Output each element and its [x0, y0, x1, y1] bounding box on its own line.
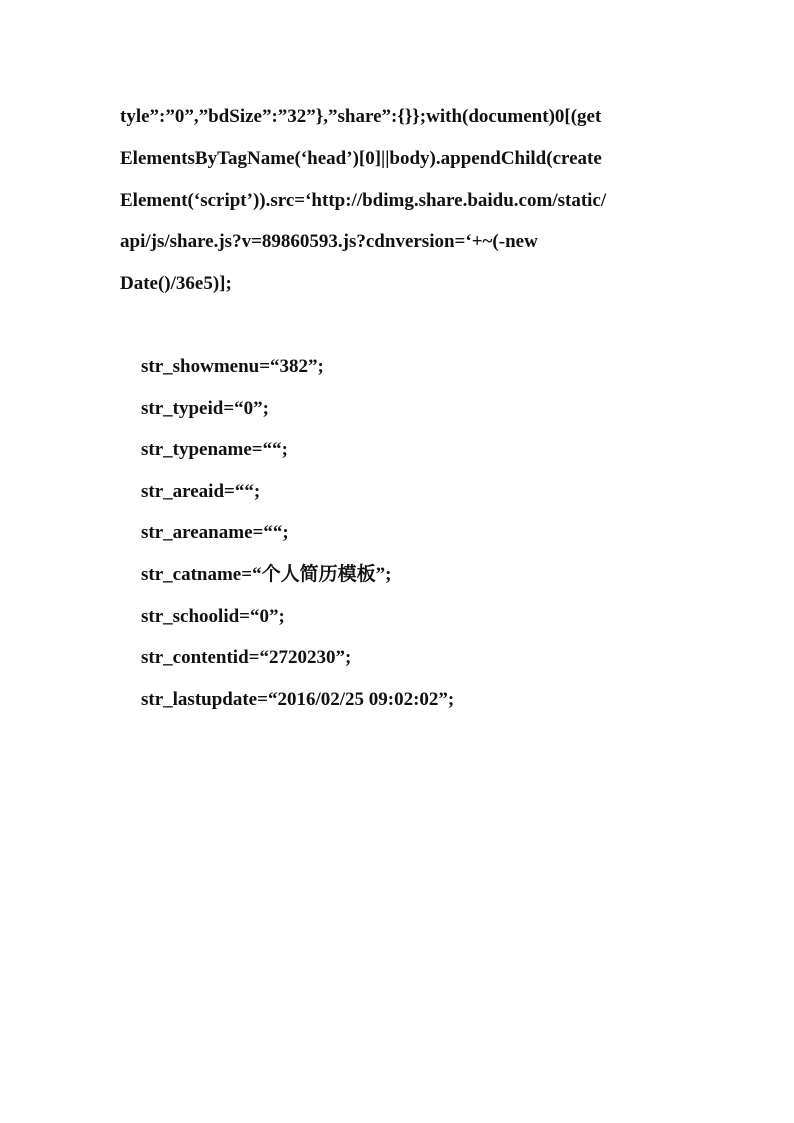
var-line-schoolid: str_schoolid=“0”;	[141, 606, 285, 627]
var-line-areaname: str_areaname=““;	[141, 522, 289, 543]
var-line-catname: str_catname=“个人简历模板”;	[141, 564, 392, 585]
var-line-lastupdate: str_lastupdate=“2016/02/25 09:02:02”;	[141, 689, 455, 710]
var-line-typename: str_typename=““;	[141, 439, 288, 460]
var-line-contentid: str_contentid=“2720230”;	[141, 647, 352, 668]
code-line: ElementsByTagName(‘head’)[0]||body).appendChild(create	[120, 148, 602, 169]
code-line: api/js/share.js?v=89860593.js?cdnversion=‘+~(-new	[120, 231, 538, 252]
var-line-areaid: str_areaid=““;	[141, 481, 261, 502]
code-line: tyle”:”0”,”bdSize”:”32”},”share”:{}};with(document)0[(get	[120, 106, 602, 127]
var-line-typeid: str_typeid=“0”;	[141, 398, 269, 419]
var-line-showmenu: str_showmenu=“382”;	[141, 356, 324, 377]
code-line: Element(‘script’)).src=‘http://bdimg.share.baidu.com/static/	[120, 190, 607, 211]
code-line: Date()/36e5)];	[120, 273, 232, 294]
